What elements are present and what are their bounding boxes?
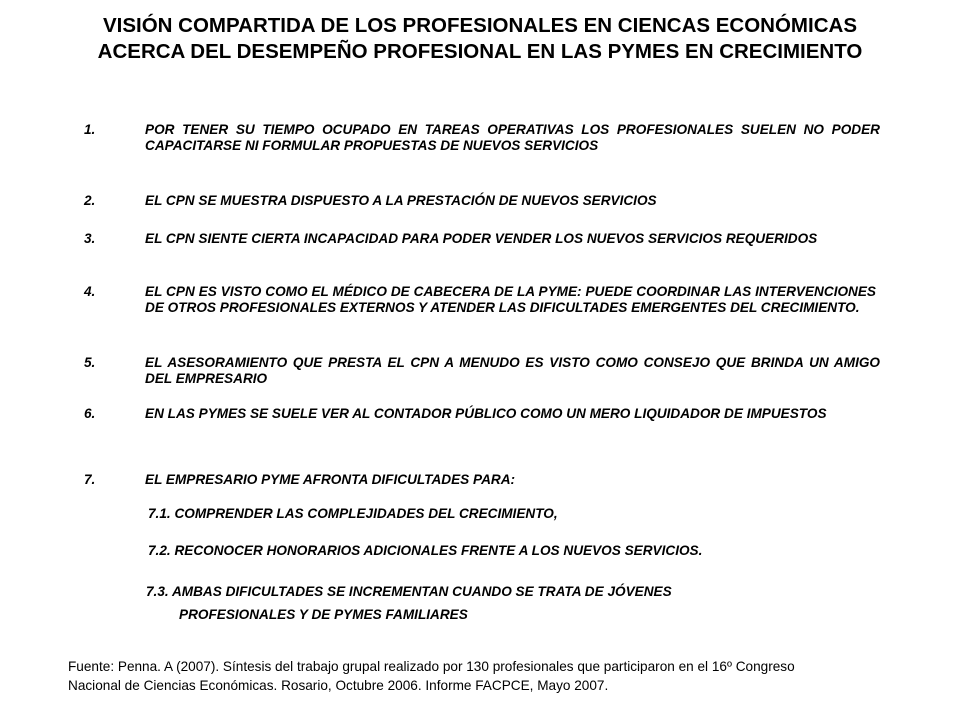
list-item-5	[84, 355, 880, 386]
slide-title-line-1: VISIÓN COMPARTIDA DE LOS PROFESIONALES EN CIENCAS ECONÓMICAS	[102, 14, 857, 37]
sub-item-text: 7.2. RECONOCER HONORARIOS ADICIONALES FRENTE A LOS NUEVOS SERVICIOS.	[148, 543, 703, 558]
list-item-number: 3.	[84, 231, 96, 246]
list-item-7	[84, 472, 880, 488]
list-item-number: 6.	[84, 406, 96, 421]
list-item-text: EL CPN ES VISTO COMO EL MÉDICO DE CABECERA DE LA PYME: PUEDE COORDINAR LAS INTERVENCIONES DE OTROS PROFESIONALES EXTERNOS Y ATENDER LAS DIFICULTADES EMERGENTES DEL CRECIMIENTO.	[145, 284, 876, 315]
slide-title-line-2: ACERCA DEL DESEMPEÑO PROFESIONAL EN LAS PYMES EN CRECIMIENTO	[97, 40, 863, 63]
sub-item-7-3	[146, 584, 672, 622]
list-item-1	[84, 122, 880, 153]
list-item-2	[84, 193, 880, 209]
sub-item-7-1	[148, 506, 558, 522]
source-line-2: Nacional de Ciencias Económicas. Rosario, Octubre 2006. Informe FACPCE, Mayo 2007.	[68, 678, 609, 693]
list-item-text: EL ASESORAMIENTO QUE PRESTA EL CPN A MENUDO ES VISTO COMO CONSEJO QUE BRINDA UN AMIGO DEL EMPRESARIO	[145, 355, 880, 386]
sub-item-7-2	[148, 543, 702, 559]
list-item-number: 7.	[84, 472, 96, 487]
sub-item-text: 7.3. AMBAS DIFICULTADES SE INCREMENTAN CUANDO SE TRATA DE JÓVENES	[146, 584, 672, 599]
list-item-6	[84, 406, 880, 422]
source-citation	[68, 657, 928, 695]
list-item-text: EL CPN SE MUESTRA DISPUESTO A LA PRESTACIÓN DE NUEVOS SERVICIOS	[145, 193, 657, 208]
list-item-text: POR TENER SU TIEMPO OCUPADO EN TAREAS OPERATIVAS LOS PROFESIONALES SUELEN NO PODER CAPACITARSE NI FORMULAR PROPUESTAS DE NUEVOS SERVICIOS	[145, 122, 880, 153]
list-item-4	[84, 284, 880, 315]
slide-title	[20, 13, 940, 65]
list-item-number: 2.	[84, 193, 96, 208]
list-item-number: 1.	[84, 122, 96, 137]
list-item-text: EN LAS PYMES SE SUELE VER AL CONTADOR PÚBLICO COMO UN MERO LIQUIDADOR DE IMPUESTOS	[145, 406, 827, 421]
source-line-1: Fuente: Penna. A (2007). Síntesis del trabajo grupal realizado por 130 profesionales que participaron en el 16º Congreso	[68, 659, 795, 674]
list-item-number: 4.	[84, 284, 96, 299]
list-item-number: 5.	[84, 355, 96, 370]
sub-item-text: 7.1. COMPRENDER LAS COMPLEJIDADES DEL CRECIMIENTO,	[148, 506, 558, 521]
list-item-3	[84, 231, 880, 247]
list-item-text: EL CPN SIENTE CIERTA INCAPACIDAD PARA PODER VENDER LOS NUEVOS SERVICIOS REQUERIDOS	[145, 231, 818, 246]
sub-item-continuation: PROFESIONALES Y DE PYMES FAMILIARES	[179, 606, 468, 622]
list-item-text: EL EMPRESARIO PYME AFRONTA DIFICULTADES PARA:	[145, 472, 516, 487]
